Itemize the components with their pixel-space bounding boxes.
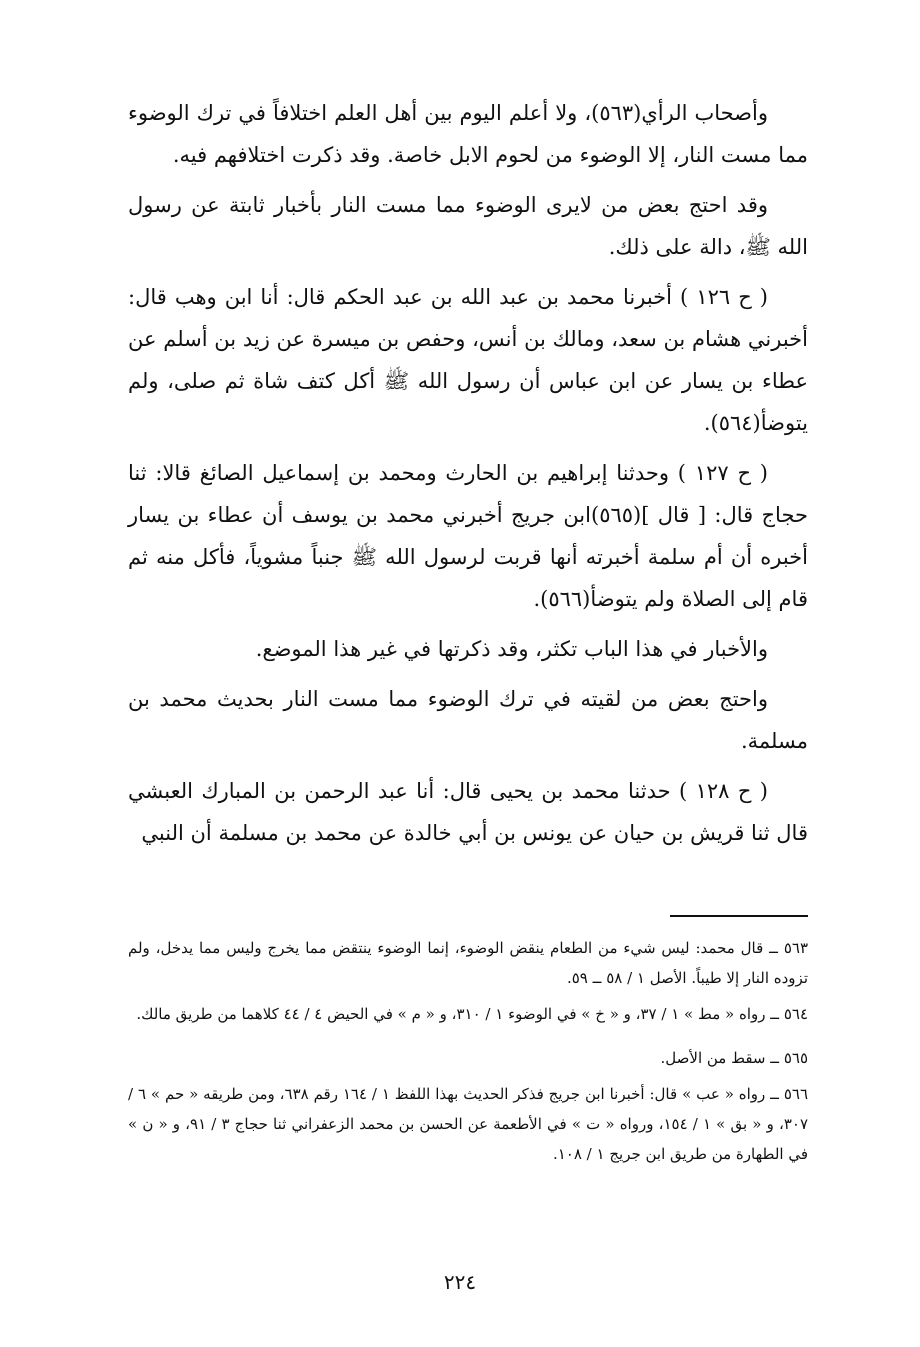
hadith-127: ( ح ١٢٧ ) وحدثنا إبراهيم بن الحارث ومحمد بن إسماعيل الصائغ قالا: ثنا حجاج قال: [ قال ](٥٦٥)ابن جريج أخبرني محمد بن يوسف أن عطاء بن يسار أخبره أن أم سلمة أخبرته أنها قربت لرسول الله ﷺ جنباً مشوياً، فأكل منه ثم قام إلى الصلاة ولم يتوضأ(٥٦٦). [128, 461, 808, 611]
paragraph: وأصحاب الرأي(٥٦٣)، ولا أعلم اليوم بين أهل العلم اختلافاً في ترك الوضوء مما مست النار، إلا الوضوء من لحوم الابل خاصة. وقد ذكرت اختلافهم فيه. [128, 101, 808, 167]
paragraph: والأخبار في هذا الباب تكثر، وقد ذكرتها في غير هذا الموضع. [255, 637, 768, 661]
footnote-566: ٥٦٦ ــ رواه « عب » قال: أخبرنا ابن جريج فذكر الحديث بهذا اللفظ ١ / ١٦٤ رقم ٦٣٨، ومن طريقه « حم » ٦ / ٣٠٧، و « بق » ١ / ١٥٤، ورواه « ت » في الأطعمة عن الحسن بن محمد الزعفراني ثنا حجاج ٣ / ٩١، و « ن » في الطهارة من طريق ابن جريج ١ / ١٠٨. [128, 1085, 809, 1163]
hadith-126: ( ح ١٢٦ ) أخبرنا محمد بن عبد الله بن عبد الحكم قال: أنا ابن وهب قال: أخبرني هشام بن سعد، ومالك بن أنس، وحفص بن ميسرة عن زيد بن أسلم عن عطاء بن يسار عن ابن عباس أن رسول الله ﷺ أكل كتف شاة ثم صلى، ولم يتوضأ(٥٦٤). [128, 285, 808, 435]
paragraph: وقد احتج بعض من لايرى الوضوء مما مست النار بأخبار ثابتة عن رسول الله ﷺ، دالة على ذلك. [128, 193, 808, 259]
page-number: ٢٢٤ [443, 1270, 477, 1294]
hadith-128: ( ح ١٢٨ ) حدثنا محمد بن يحيى قال: أنا عبد الرحمن بن المبارك العبشي قال ثنا قريش بن حيان عن يونس بن أبي خالدة عن محمد بن مسلمة أن النبي [128, 779, 808, 845]
footnotes [128, 933, 808, 1175]
footnote-565: ٥٦٥ ــ سقط من الأصل. [660, 1049, 808, 1067]
footnote-563: ٥٦٣ ــ قال محمد: ليس شيء من الطعام ينقض الوضوء، إنما الوضوء ينتقض مما يخرج وليس مما يدخل، ولم تزوده النار إلا طيباً. الأصل ١ / ٥٨ ــ ٥٩. [128, 939, 808, 987]
footnote-divider [670, 915, 808, 917]
footnote-564: ٥٦٤ ــ رواه « مط » ١ / ٣٧، و « خ » في الوضوء ١ / ٣١٠، و « م » في الحيض ٤ / ٤٤ كلاهما من طريق مالك. [136, 1005, 808, 1023]
paragraph: واحتج بعض من لقيته في ترك الوضوء مما مست النار بحديث محمد بن مسلمة. [128, 687, 808, 753]
main-text [128, 92, 808, 862]
